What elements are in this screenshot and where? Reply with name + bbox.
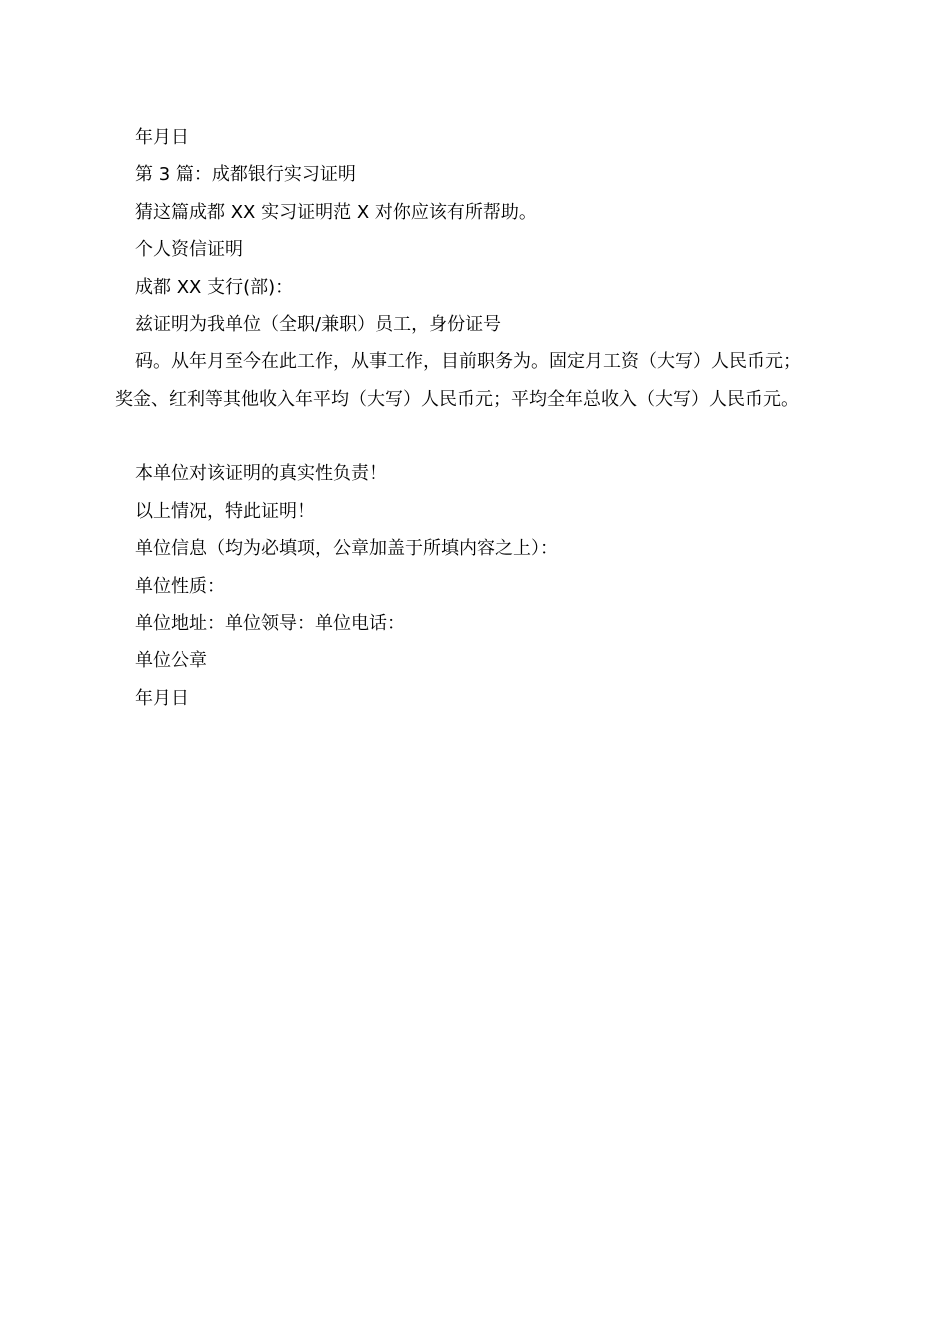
unit-seal-label: 单位公章 <box>135 650 207 671</box>
body-line-2: 码。从年月至今在此工作，从事工作，目前职务为。固定月工资（大写）人民币元； <box>135 351 801 372</box>
closing-statement: 以上情况，特此证明！ <box>135 501 315 522</box>
body-line-3: 奖金、红利等其他收入年平均（大写）人民币元；平均全年总收入（大写）人民币元。 <box>115 389 799 410</box>
unit-nature-field: 单位性质： <box>135 576 225 597</box>
certificate-title: 个人资信证明 <box>135 239 243 260</box>
date-line-bottom: 年月日 <box>135 688 189 709</box>
body-line-1: 兹证明为我单位（全职/兼职）员工，身份证号 <box>135 314 502 335</box>
date-line-top: 年月日 <box>135 127 189 148</box>
responsibility-statement: 本单位对该证明的真实性负责！ <box>135 463 387 484</box>
addressee-line: 成都 XX 支行(部)： <box>135 277 294 298</box>
intro-sentence: 猜这篇成都 XX 实习证明范 X 对你应该有所帮助。 <box>135 202 537 223</box>
section-heading: 第 3 篇：成都银行实习证明 <box>135 164 356 185</box>
unit-info-heading: 单位信息（均为必填项，公章加盖于所填内容之上）： <box>135 538 558 559</box>
unit-contact-fields: 单位地址：单位领导：单位电话： <box>135 613 405 634</box>
